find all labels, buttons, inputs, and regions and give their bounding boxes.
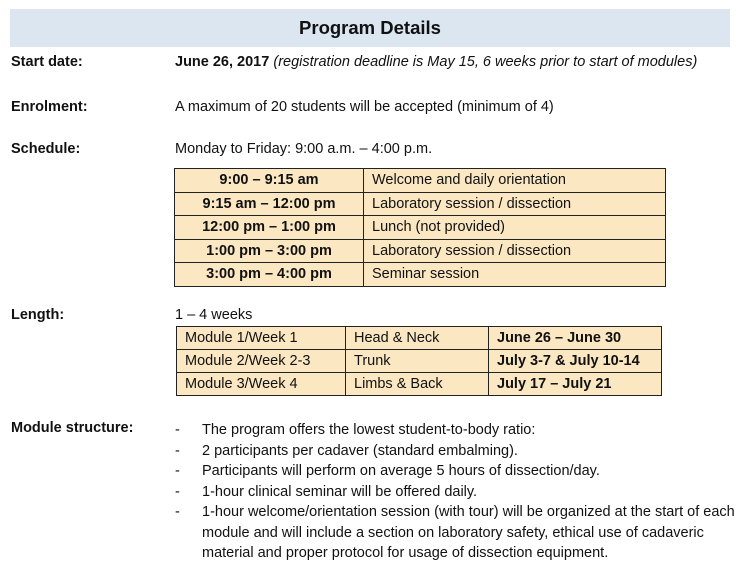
module-dates: June 26 – June 30: [489, 327, 662, 350]
list-item: [175, 482, 735, 503]
list-item: [175, 420, 735, 441]
list-item: [175, 502, 735, 564]
list-item-text: 1-hour welcome/orientation session (with tour) will be organized at the start of each module and will include a section on laboratory safety, ethical use of cadaveric material and proper protocol for usage of dissection equipment.: [202, 504, 735, 561]
table-row: [177, 327, 662, 350]
schedule-time: 9:00 – 9:15 am: [175, 169, 364, 193]
module-structure-label: Module structure:: [11, 420, 134, 436]
registration-note: (registration deadline is May 15, 6 weeks prior to start of modules): [273, 54, 698, 70]
list-item-text: 1-hour clinical seminar will be offered daily.: [202, 483, 478, 500]
modules-table: [176, 326, 662, 396]
schedule-time: 9:15 am – 12:00 pm: [175, 192, 364, 216]
start-date-value: [175, 54, 697, 70]
start-date: June 26, 2017: [175, 54, 270, 70]
module-name: Module 3/Week 4: [177, 373, 346, 396]
list-item-text: 2 participants per cadaver (standard embalming).: [202, 442, 518, 459]
table-row: [175, 263, 666, 287]
schedule-activity: Lunch (not provided): [364, 216, 666, 240]
schedule-activity: Laboratory session / dissection: [364, 192, 666, 216]
dash-bullet: -: [175, 483, 180, 500]
schedule-time: 3:00 pm – 4:00 pm: [175, 263, 364, 287]
schedule-time: 12:00 pm – 1:00 pm: [175, 216, 364, 240]
dash-bullet: -: [175, 422, 180, 438]
schedule-label: Schedule:: [11, 141, 81, 157]
list-item: [175, 461, 735, 482]
page-title: Program Details: [10, 9, 730, 47]
schedule-time: 1:00 pm – 3:00 pm: [175, 239, 364, 263]
table-row: [177, 373, 662, 396]
dash-bullet: -: [175, 463, 180, 479]
enrolment-label: Enrolment:: [11, 99, 88, 115]
table-row: [175, 216, 666, 240]
dash-bullet: -: [175, 504, 180, 520]
list-item-text: The program offers the lowest student-to-body ratio:: [202, 422, 536, 438]
schedule-activity: Laboratory session / dissection: [364, 239, 666, 263]
length-value: 1 – 4 weeks: [175, 307, 253, 323]
table-row: [175, 239, 666, 263]
start-date-label: Start date:: [11, 54, 83, 70]
schedule-table: [174, 168, 666, 287]
module-name: Module 1/Week 1: [177, 327, 346, 350]
schedule-value: Monday to Friday: 9:00 a.m. – 4:00 p.m.: [175, 141, 433, 157]
module-region: Trunk: [346, 350, 489, 373]
module-region: Head & Neck: [346, 327, 489, 350]
enrolment-value: A maximum of 20 students will be accepted (minimum of 4): [175, 99, 554, 115]
list-item-text: Participants will perform on average 5 hours of dissection/day.: [202, 463, 600, 479]
list-item: [175, 441, 735, 462]
table-row: [175, 192, 666, 216]
module-dates: July 3-7 & July 10-14: [489, 350, 662, 373]
module-structure-list: [175, 420, 735, 564]
module-name: Module 2/Week 2-3: [177, 350, 346, 373]
length-label: Length:: [11, 307, 65, 323]
schedule-activity: Welcome and daily orientation: [364, 169, 666, 193]
module-dates: July 17 – July 21: [489, 373, 662, 396]
table-row: [177, 350, 662, 373]
schedule-activity: Seminar session: [364, 263, 666, 287]
dash-bullet: -: [175, 442, 180, 459]
table-row: [175, 169, 666, 193]
module-region: Limbs & Back: [346, 373, 489, 396]
